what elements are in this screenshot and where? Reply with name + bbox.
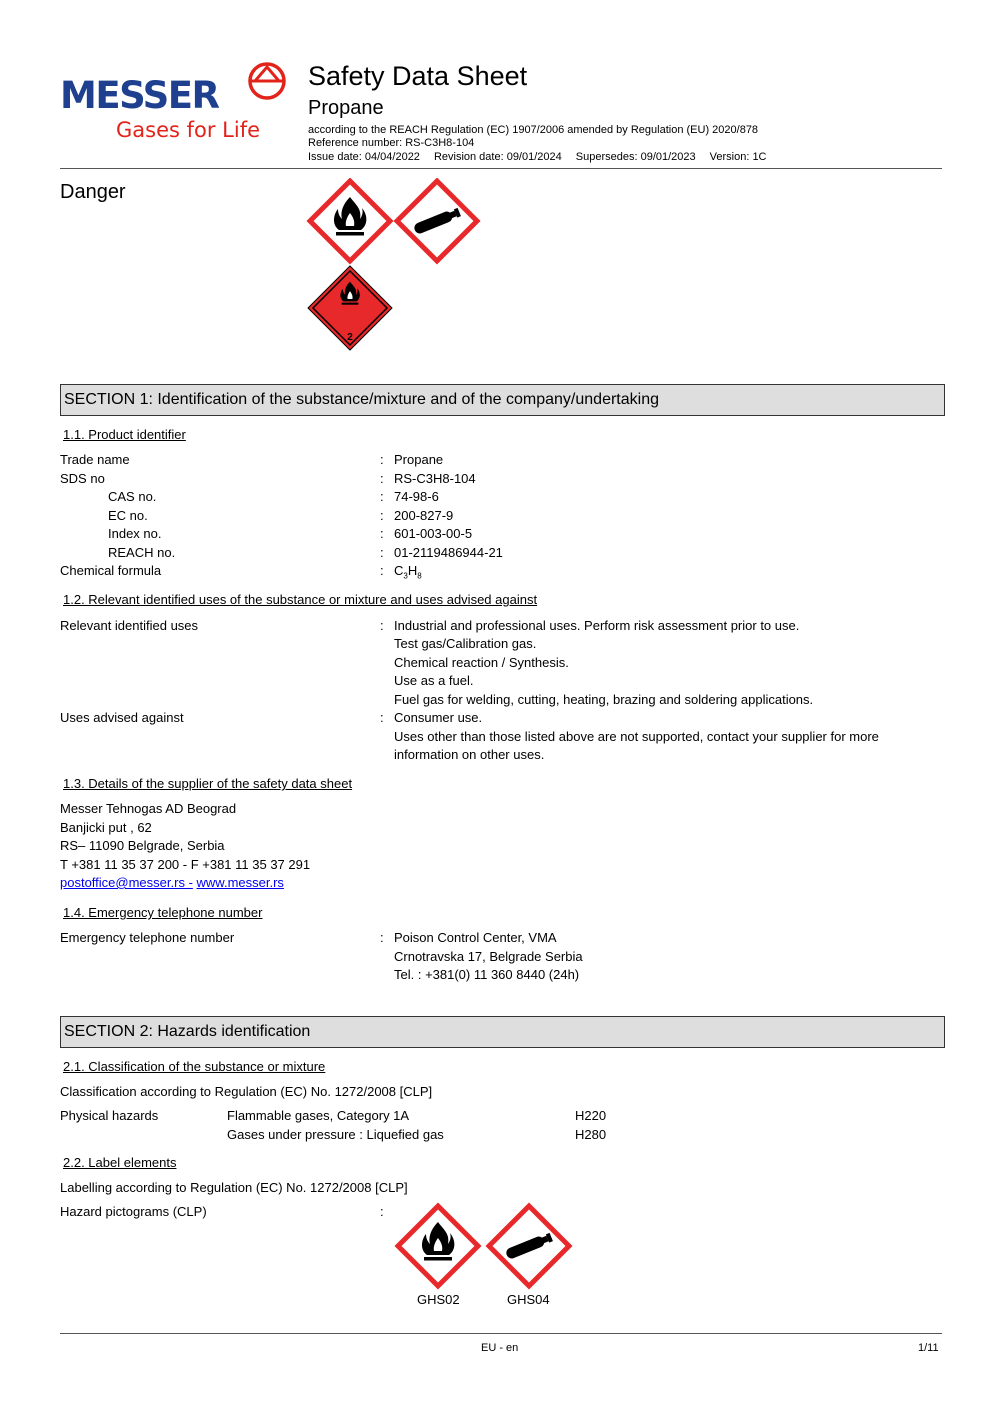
signal-word: Danger [60, 181, 126, 203]
reference-number: Reference number: RS-C3H8-104 [308, 137, 475, 149]
revision-date: Revision date: 09/01/2024 [433, 151, 562, 163]
colon: : [380, 1204, 384, 1219]
cas-no-label: CAS no. [108, 489, 157, 504]
uses-advised-against-label: Uses advised against [60, 710, 184, 725]
subsection-1-3-title: 1.3. Details of the supplier of the safety data sheet [63, 776, 353, 791]
messer-logo-icon [246, 60, 288, 102]
subsection-2-2-title: 2.2. Label elements [63, 1155, 177, 1170]
regulation-line: according to the REACH Regulation (EC) 1907/2006 amended by Regulation (EU) 2020/878 [308, 124, 759, 136]
supplier-email-link[interactable]: postoffice@messer.rs [60, 875, 189, 890]
formula-hydrogen: H [407, 563, 418, 578]
emergency-line: Poison Control Center, VMA [394, 930, 557, 945]
subsection-1-1-title: 1.1. Product identifier [63, 427, 186, 442]
subsection-1-2-title: 1.2. Relevant identified uses of the substance or mixture and uses advised against [63, 592, 538, 607]
transport-class-number: 2 [347, 332, 353, 343]
colon: : [380, 526, 384, 541]
colon: : [380, 617, 384, 633]
product-name: Propane [308, 97, 384, 119]
colon: : [380, 710, 384, 725]
footer-language: EU - en [481, 1342, 519, 1354]
supplier-street: Banjicki put , 62 [60, 819, 152, 835]
dates-line [308, 151, 781, 164]
supplier-name: Messer Tehnogas AD Beograd [60, 801, 237, 816]
advised-against-item: Uses other than those listed above are not supported, contact your supplier for more [394, 728, 879, 744]
trade-name-value: Propane [394, 452, 444, 467]
colon: : [380, 489, 384, 504]
chemical-formula-label: Chemical formula [60, 563, 162, 578]
emergency-phone-label: Emergency telephone number [60, 930, 235, 945]
sds-no-label: SDS no [60, 470, 105, 486]
use-item: Test gas/Calibration gas. [394, 636, 537, 651]
subsection-2-1-title: 2.1. Classification of the substance or mixture [63, 1059, 326, 1074]
emergency-line: Tel. : +381(0) 11 360 8440 (24h) [394, 967, 580, 982]
supplier-website-link[interactable]: www.messer.rs [196, 875, 284, 890]
colon: : [380, 470, 384, 486]
hazard-pictograms-label: Hazard pictograms (CLP) [60, 1204, 207, 1219]
section-2-header: SECTION 2: Hazards identification [60, 1016, 945, 1048]
ec-no-value: 200-827-9 [394, 507, 454, 523]
formula-carbon-count: 3 [403, 571, 408, 581]
version: Version: 1C [709, 151, 767, 163]
transport-flammable-gas-label-icon [308, 266, 392, 350]
supplier-links [60, 874, 284, 893]
cas-no-value: 74-98-6 [394, 489, 439, 504]
trade-name-label: Trade name [60, 452, 130, 467]
sds-no-value: RS-C3H8-104 [394, 470, 476, 486]
issue-date: Issue date: 04/04/2022 [308, 151, 420, 163]
gas-cylinder-pictogram-icon [397, 181, 477, 261]
advised-against-item: information on other uses. [394, 747, 545, 762]
hazard-statement-code: H220 [575, 1108, 607, 1123]
formula-hydrogen-count: 8 [417, 571, 422, 581]
colon: : [380, 452, 384, 467]
flame-pictogram-icon [310, 181, 390, 261]
use-item: Chemical reaction / Synthesis. [394, 654, 569, 670]
index-no-label: Index no. [108, 526, 162, 541]
supersedes-date: Supersedes: 09/01/2023 [575, 151, 696, 163]
pictogram-code-ghs02: GHS02 [417, 1292, 460, 1307]
messer-logo-wordmark: MESSER [60, 74, 219, 117]
subsection-1-4-title: 1.4. Emergency telephone number [63, 905, 263, 920]
hazard-class: Gases under pressure : Liquefied gas [227, 1126, 444, 1142]
hazard-class: Flammable gases, Category 1A [227, 1108, 410, 1123]
reach-no-value: 01-2119486944-21 [394, 544, 503, 560]
hazard-statement-code: H280 [575, 1126, 607, 1142]
supplier-phone-fax: T +381 11 35 37 200 - F +381 11 35 37 291 [60, 856, 311, 872]
colon: : [380, 507, 384, 523]
colon: : [380, 563, 384, 578]
header-divider [60, 168, 942, 169]
document-title: Safety Data Sheet [308, 61, 528, 91]
colon: : [380, 544, 384, 560]
top-pictograms [306, 178, 482, 354]
link-separator: - [188, 875, 193, 890]
use-item: Fuel gas for welding, cutting, heating, brazing and soldering applications. [394, 691, 814, 707]
advised-against-item: Consumer use. [394, 710, 483, 725]
clp-pictograms [394, 1202, 574, 1290]
ghs04-gas-cylinder-icon [489, 1206, 569, 1286]
supplier-city: RS– 11090 Belgrade, Serbia [60, 838, 225, 853]
emergency-line: Crnotravska 17, Belgrade Serbia [394, 948, 583, 964]
relevant-uses-label: Relevant identified uses [60, 617, 199, 633]
reach-no-label: REACH no. [108, 544, 176, 560]
page-number: 1/11 [918, 1342, 939, 1354]
messer-logo-tagline: Gases for Life [116, 118, 261, 142]
formula-carbon: C [394, 563, 404, 578]
ghs02-flame-icon [398, 1206, 478, 1286]
labelling-regulation-text: Labelling according to Regulation (EC) No. 1272/2008 [CLP] [60, 1180, 408, 1195]
use-item: Industrial and professional uses. Perform risk assessment prior to use. [394, 617, 800, 633]
ec-no-label: EC no. [108, 507, 148, 523]
section-1-header: SECTION 1: Identification of the substance/mixture and of the company/undertaking [60, 384, 945, 416]
footer-divider [60, 1333, 942, 1334]
use-item: Use as a fuel. [394, 673, 474, 688]
colon: : [380, 930, 384, 945]
index-no-value: 601-003-00-5 [394, 526, 473, 541]
pictogram-code-ghs04: GHS04 [507, 1292, 550, 1307]
classification-regulation-text: Classification according to Regulation (EC) No. 1272/2008 [CLP] [60, 1084, 433, 1099]
chemical-formula-value [394, 562, 422, 586]
physical-hazards-label: Physical hazards [60, 1108, 159, 1123]
